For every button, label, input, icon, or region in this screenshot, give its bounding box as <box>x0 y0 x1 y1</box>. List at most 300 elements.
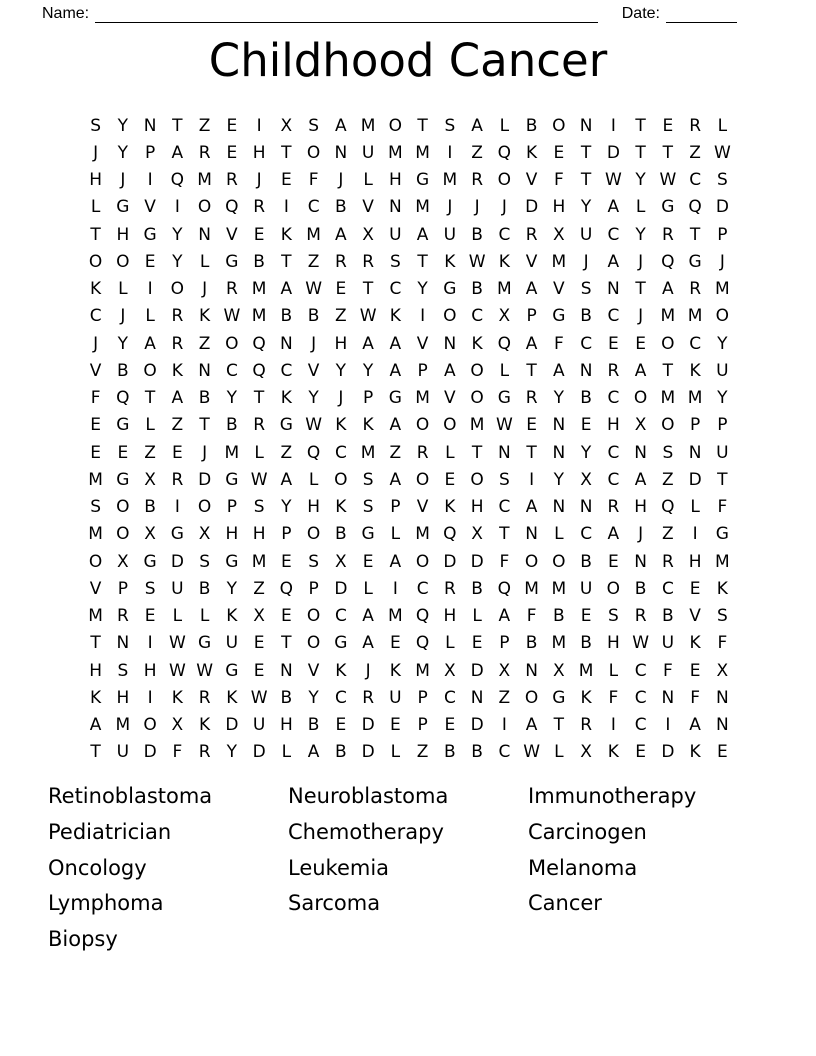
grid-letter: G <box>116 469 130 490</box>
grid-letter: D <box>470 551 484 572</box>
grid-letter: N <box>280 333 293 354</box>
grid-letter: Z <box>389 442 402 463</box>
grid-letter: E <box>580 606 592 627</box>
grid-letter: W <box>659 170 677 191</box>
grid-letter: A <box>389 415 402 436</box>
grid-letter: D <box>661 742 675 763</box>
grid-letter: K <box>335 415 347 436</box>
grid-letter: R <box>607 360 620 381</box>
grid-letter: C <box>580 524 593 545</box>
grid-letter: S <box>253 497 265 518</box>
grid-letter: W <box>168 633 186 654</box>
grid-letter: A <box>89 715 102 736</box>
grid-letter: M <box>715 279 730 300</box>
grid-letter: O <box>606 578 621 599</box>
grid-letter: L <box>363 578 373 599</box>
grid-letter: H <box>89 170 103 191</box>
grid-letter: K <box>90 279 102 300</box>
grid-letter: J <box>365 660 371 681</box>
grid-letter: Y <box>717 388 728 409</box>
grid-letter: W <box>305 415 323 436</box>
grid-letter: R <box>171 469 184 490</box>
grid-letter: J <box>93 333 99 354</box>
grid-letter: T <box>90 633 101 654</box>
grid-letter: Q <box>443 524 457 545</box>
grid-letter: A <box>389 333 402 354</box>
grid-letter: P <box>417 360 428 381</box>
grid-letter: G <box>143 224 157 245</box>
grid-letter: N <box>579 115 593 136</box>
grid-letter: G <box>225 469 239 490</box>
grid-letter: H <box>443 606 457 627</box>
grid-letter: N <box>143 115 157 136</box>
grid-letter: H <box>116 687 130 708</box>
grid-letter: R <box>416 442 429 463</box>
grid-letter: U <box>171 578 184 599</box>
grid-letter: A <box>444 360 456 381</box>
grid-letter: W <box>523 742 541 763</box>
grid-letter: W <box>250 687 268 708</box>
grid-letter: I <box>501 715 507 736</box>
grid-letter: D <box>361 742 375 763</box>
grid-letter: A <box>335 224 347 245</box>
grid-letter: K <box>226 606 238 627</box>
grid-letter: N <box>525 524 538 545</box>
grid-letter: K <box>607 742 619 763</box>
grid-letter: T <box>526 442 537 463</box>
grid-letter: K <box>171 360 183 381</box>
grid-letter: A <box>362 333 374 354</box>
word-item: Leukemia <box>288 855 390 880</box>
grid-letter: Y <box>226 578 238 599</box>
grid-letter: M <box>497 279 512 300</box>
grid-letter: E <box>608 551 619 572</box>
word-item: Lymphoma <box>48 891 164 916</box>
grid-letter: W <box>495 415 513 436</box>
grid-letter: E <box>689 660 701 681</box>
grid-letter: A <box>498 606 511 627</box>
grid-letter: N <box>198 224 211 245</box>
grid-letter: Y <box>717 333 728 354</box>
grid-letter: E <box>172 442 183 463</box>
grid-letter: Q <box>279 578 294 599</box>
grid-letter: T <box>172 115 183 136</box>
grid-letter: D <box>143 742 157 763</box>
grid-letter: L <box>363 170 373 191</box>
grid-letter: T <box>362 279 374 300</box>
grid-letter: G <box>416 170 430 191</box>
grid-letter: A <box>634 469 647 490</box>
grid-letter: Q <box>252 333 266 354</box>
grid-letter: B <box>580 633 592 654</box>
grid-letter: D <box>225 715 239 736</box>
grid-letter: D <box>470 660 484 681</box>
grid-letter: G <box>279 415 293 436</box>
grid-letter: A <box>525 333 538 354</box>
grid-letter: A <box>553 360 565 381</box>
grid-letter: L <box>608 660 619 681</box>
grid-letter: R <box>334 251 347 272</box>
grid-letter: Y <box>362 360 374 381</box>
grid-letter: C <box>389 279 402 300</box>
grid-letter: J <box>120 306 126 327</box>
grid-letter: M <box>524 578 539 599</box>
grid-letter: E <box>90 415 101 436</box>
grid-letter: E <box>281 170 292 191</box>
grid-letter: G <box>170 524 184 545</box>
grid-letter: U <box>389 687 402 708</box>
grid-letter: I <box>610 715 616 736</box>
grid-letter: Y <box>553 388 565 409</box>
grid-letter: M <box>388 606 403 627</box>
grid-letter: O <box>497 170 512 191</box>
grid-letter: T <box>662 142 674 163</box>
grid-letter: L <box>554 524 564 545</box>
grid-letter: X <box>471 524 483 545</box>
grid-letter: C <box>225 360 238 381</box>
grid-letter: O <box>88 551 103 572</box>
grid-letter: X <box>144 469 156 490</box>
grid-letter: F <box>526 606 537 627</box>
grid-letter: G <box>388 388 402 409</box>
grid-letter: F <box>717 633 728 654</box>
grid-letter: E <box>253 660 265 681</box>
word-item: Cancer <box>528 891 602 916</box>
word-item: Retinoblastoma <box>48 784 213 808</box>
grid-letter: E <box>526 415 537 436</box>
grid-letter: S <box>362 497 374 518</box>
grid-letter: P <box>390 497 401 518</box>
grid-letter: J <box>638 251 644 272</box>
grid-letter: R <box>171 306 184 327</box>
grid-letter: B <box>144 497 156 518</box>
grid-letter: D <box>443 551 457 572</box>
grid-letter: O <box>415 469 430 490</box>
grid-letter: C <box>580 333 593 354</box>
grid-letter: V <box>307 660 320 681</box>
grid-letter: B <box>335 742 347 763</box>
grid-letter: H <box>334 333 348 354</box>
grid-letter: B <box>444 742 456 763</box>
grid-letter: F <box>308 170 319 191</box>
grid-letter: N <box>443 333 457 354</box>
grid-letter: O <box>633 388 648 409</box>
grid-letter: L <box>90 197 101 218</box>
grid-letter: P <box>417 715 428 736</box>
grid-letter: X <box>553 660 565 681</box>
grid-letter: E <box>662 115 674 136</box>
grid-letter: Y <box>117 115 129 136</box>
grid-letter: R <box>171 333 184 354</box>
grid-letter: D <box>361 715 375 736</box>
grid-letter: Z <box>471 142 483 163</box>
grid-letter: R <box>580 715 593 736</box>
name-label: Name: <box>42 5 90 22</box>
grid-letter: O <box>443 415 457 436</box>
grid-letter: X <box>171 715 184 736</box>
grid-letter: O <box>170 279 185 300</box>
grid-letter: A <box>689 715 701 736</box>
grid-letter: K <box>171 687 183 708</box>
grid-letter: E <box>608 333 619 354</box>
grid-letter: V <box>416 497 429 518</box>
grid-letter: S <box>362 469 374 490</box>
grid-letter: R <box>471 170 484 191</box>
grid-letter: C <box>334 606 347 627</box>
grid-letter: E <box>281 551 292 572</box>
grid-letter: R <box>253 415 266 436</box>
grid-letter: B <box>226 415 238 436</box>
grid-letter: D <box>688 469 702 490</box>
grid-letter: T <box>553 715 565 736</box>
grid-letter: Z <box>280 442 293 463</box>
grid-letter: V <box>307 360 320 381</box>
grid-letter: E <box>335 715 347 736</box>
word-item: Carcinogen <box>528 819 647 844</box>
grid-letter: L <box>281 742 292 763</box>
grid-letter: N <box>280 660 293 681</box>
grid-letter: K <box>280 224 292 245</box>
grid-letter: Z <box>416 742 429 763</box>
grid-letter: L <box>554 742 564 763</box>
grid-letter: Q <box>497 333 512 354</box>
grid-letter: R <box>661 224 674 245</box>
grid-letter: P <box>717 224 728 245</box>
grid-letter: T <box>417 251 428 272</box>
grid-letter: C <box>634 715 647 736</box>
grid-letter: N <box>661 687 675 708</box>
grid-letter: M <box>197 170 212 191</box>
grid-letter: M <box>88 606 103 627</box>
grid-letter: B <box>335 197 347 218</box>
grid-letter: I <box>147 279 153 300</box>
grid-letter: H <box>634 497 648 518</box>
grid-letter: A <box>607 197 620 218</box>
grid-letter: Y <box>117 142 129 163</box>
grid-letter: V <box>144 197 156 218</box>
grid-letter: O <box>415 415 430 436</box>
grid-letter: R <box>362 687 375 708</box>
grid-letter: M <box>660 388 676 409</box>
grid-letter: X <box>144 524 156 545</box>
grid-letter: E <box>444 715 456 736</box>
grid-letter: A <box>144 333 156 354</box>
grid-letter: X <box>580 742 592 763</box>
grid-letter: Y <box>580 197 592 218</box>
word-item: Oncology <box>48 855 147 880</box>
grid-letter: G <box>116 415 130 436</box>
grid-letter: K <box>444 497 456 518</box>
grid-letter: X <box>498 306 511 327</box>
grid-letter: G <box>443 279 457 300</box>
grid-letter: R <box>443 578 456 599</box>
word-list <box>48 779 696 958</box>
grid-letter: Y <box>226 388 238 409</box>
grid-letter: K <box>689 633 701 654</box>
grid-letter: L <box>390 524 401 545</box>
grid-letter: O <box>143 360 157 381</box>
grid-letter: W <box>359 306 377 327</box>
word-list-column-3 <box>528 779 696 958</box>
grid-letter: B <box>580 551 592 572</box>
grid-letter: B <box>198 578 211 599</box>
grid-letter: C <box>334 442 347 463</box>
grid-letter: X <box>280 115 293 136</box>
grid-letter: E <box>144 251 156 272</box>
grid-letter: Q <box>661 251 675 272</box>
grid-letter: Z <box>307 251 320 272</box>
grid-letter: K <box>389 306 401 327</box>
grid-letter: M <box>415 197 430 218</box>
grid-letter: B <box>471 742 483 763</box>
grid-letter: M <box>551 633 567 654</box>
grid-letter: V <box>689 606 701 627</box>
grid-letter: E <box>281 606 292 627</box>
grid-letter: B <box>253 251 265 272</box>
grid-letter: R <box>525 388 538 409</box>
grid-letter: K <box>526 142 538 163</box>
date-blank-line <box>666 7 737 23</box>
grid-letter: O <box>306 142 321 163</box>
grid-letter: A <box>171 142 184 163</box>
grid-letter: R <box>525 224 538 245</box>
grid-letter: G <box>715 524 729 545</box>
grid-letter: Q <box>116 388 130 409</box>
grid-letter: G <box>143 551 157 572</box>
grid-letter: W <box>305 279 323 300</box>
grid-letter: S <box>308 551 320 572</box>
grid-letter: A <box>280 279 293 300</box>
grid-letter: F <box>172 742 183 763</box>
grid-letter: N <box>634 551 647 572</box>
grid-letter: L <box>145 415 155 436</box>
grid-letter: D <box>470 715 484 736</box>
grid-letter: G <box>334 633 348 654</box>
grid-letter: F <box>662 660 673 681</box>
header <box>42 5 737 23</box>
grid-letter: K <box>199 306 211 327</box>
grid-letter: E <box>335 279 347 300</box>
grid-letter: A <box>362 606 374 627</box>
grid-letter: A <box>634 360 647 381</box>
grid-letter: J <box>501 197 507 218</box>
grid-letter: H <box>307 497 321 518</box>
grid-letter: D <box>198 469 212 490</box>
grid-letter: L <box>172 606 183 627</box>
grid-letter: M <box>251 279 267 300</box>
grid-letter: N <box>198 360 211 381</box>
grid-letter: C <box>498 497 511 518</box>
grid-letter: U <box>225 633 239 654</box>
grid-letter: L <box>472 606 482 627</box>
grid-letter: M <box>415 142 430 163</box>
grid-letter: O <box>552 115 566 136</box>
grid-letter: K <box>444 251 456 272</box>
grid-letter: O <box>116 524 130 545</box>
grid-letter: I <box>447 142 453 163</box>
grid-letter: E <box>580 415 592 436</box>
grid-letter: O <box>306 606 321 627</box>
grid-letter: I <box>692 524 698 545</box>
grid-letter: Z <box>198 115 211 136</box>
grid-letter: Z <box>662 469 674 490</box>
grid-letter: U <box>443 224 457 245</box>
grid-letter: I <box>147 687 153 708</box>
grid-letter: F <box>553 170 564 191</box>
grid-letter: M <box>469 415 485 436</box>
grid-letter: U <box>579 578 593 599</box>
grid-letter: C <box>334 687 347 708</box>
grid-letter: F <box>690 687 701 708</box>
grid-letter: A <box>389 360 402 381</box>
grid-letter: L <box>308 469 319 490</box>
grid-letter: P <box>417 687 428 708</box>
grid-letter: C <box>280 360 293 381</box>
grid-letter: H <box>252 524 266 545</box>
grid-letter: G <box>552 306 566 327</box>
grid-letter: S <box>308 115 320 136</box>
grid-letter: Q <box>252 360 266 381</box>
grid-letter: T <box>471 442 483 463</box>
grid-letter: O <box>197 497 212 518</box>
grid-letter: B <box>471 578 483 599</box>
grid-letter: E <box>144 606 156 627</box>
grid-letter: N <box>607 279 620 300</box>
grid-letter: K <box>280 388 292 409</box>
grid-letter: D <box>334 578 348 599</box>
grid-letter: P <box>689 415 701 436</box>
grid-letter: D <box>252 742 266 763</box>
grid-letter: P <box>526 306 537 327</box>
grid-letter: A <box>525 715 538 736</box>
grid-letter: N <box>634 442 647 463</box>
grid-letter: P <box>717 415 728 436</box>
grid-letter: E <box>390 633 401 654</box>
grid-letter: A <box>525 279 538 300</box>
grid-letter: W <box>604 170 622 191</box>
grid-letter: I <box>147 633 153 654</box>
grid-letter: N <box>552 415 566 436</box>
grid-letter: Q <box>497 578 512 599</box>
grid-letter: K <box>471 333 483 354</box>
grid-letter: T <box>144 388 156 409</box>
grid-letter: Z <box>662 524 674 545</box>
grid-letter: F <box>553 333 564 354</box>
grid-letter: O <box>661 333 675 354</box>
word-list-column-1 <box>48 779 288 958</box>
grid-letter: V <box>226 224 238 245</box>
grid-letter: M <box>415 660 430 681</box>
grid-letter: C <box>607 469 620 490</box>
grid-letter: R <box>689 115 702 136</box>
grid-letter: R <box>225 170 238 191</box>
grid-letter: Z <box>689 142 701 163</box>
grid-letter: G <box>116 197 130 218</box>
grid-letter: B <box>307 306 320 327</box>
grid-letter: O <box>470 469 484 490</box>
grid-letter: S <box>444 115 456 136</box>
grid-letter: M <box>115 715 131 736</box>
grid-letter: N <box>525 660 538 681</box>
grid-letter: B <box>662 606 674 627</box>
grid-letter: E <box>226 142 238 163</box>
grid-letter: A <box>389 469 402 490</box>
grid-letter: X <box>553 224 565 245</box>
grid-letter: M <box>687 388 703 409</box>
grid-letter: R <box>225 279 238 300</box>
grid-letter: Q <box>170 170 185 191</box>
grid-letter: G <box>688 251 702 272</box>
